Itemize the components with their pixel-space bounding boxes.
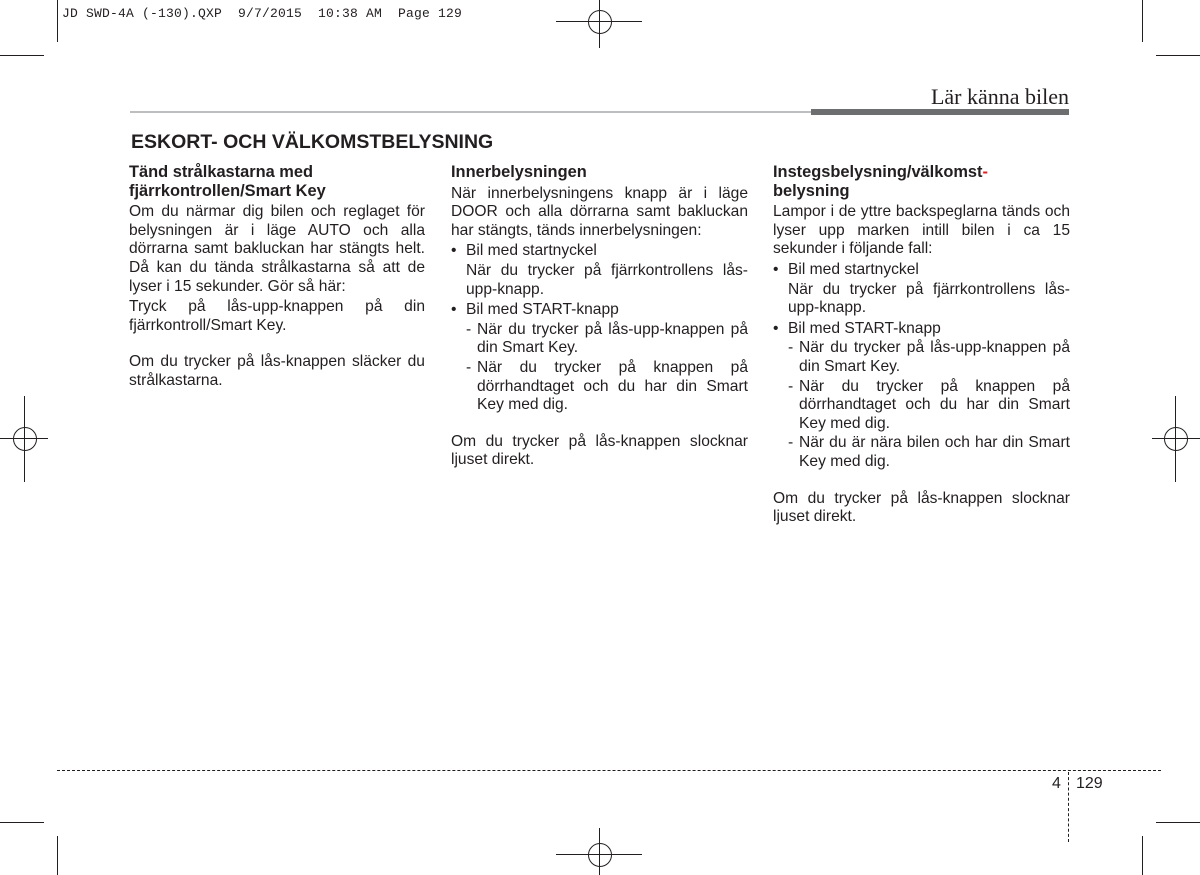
paragraph: Tryck på lås-upp-knappen på din fjärrkontroll/Smart Key. — [129, 298, 425, 334]
print-header: JD SWD-4A (-130).QXP 9/7/2015 10:38 AM Page 129 — [62, 6, 463, 21]
list-item: • Bil med startnyckel — [773, 260, 919, 278]
list-item-text: När du trycker på fjärrkontrollens lås-upp-knapp. — [466, 261, 748, 298]
sub-list-item: - När du trycker på lås-upp-knappen på din Smart Key. — [466, 320, 748, 357]
list-item: • Bil med START-knapp — [451, 301, 619, 319]
column-heading: Instegsbelysning/välkomst- belysning — [773, 163, 988, 200]
paragraph: Om du närmar dig bilen och reglaget för belysningen är i läge AUTO och alla dörrarna samt bakluckan har stängts helt. Då kan du tända strålkastarna så att de lyser i 15 sekunder. Gör så här: — [129, 203, 425, 295]
paragraph: Lampor i de yttre backspeglarna tänds och lyser upp marken intill bilen i ca 15 sekunder i följande fall: — [773, 203, 1070, 258]
section-title: ESKORT- OCH VÄLKOMSTBELYSNING — [131, 131, 494, 153]
paragraph: Om du trycker på lås-knappen släcker du strålkastarna. — [129, 353, 425, 389]
sub-list-item: - När du trycker på knappen på dörrhandtaget och du har din Smart Key med dig. — [788, 377, 1070, 432]
paragraph: Om du trycker på lås-knappen slocknar ljuset direkt. — [773, 489, 1070, 526]
paragraph: När innerbelysningens knapp är i läge DOOR och alla dörrarna samt bakluckan har stängts, tänds innerbelysningen: — [451, 184, 748, 239]
list-item: • Bil med START-knapp — [773, 319, 941, 337]
sub-list-item: - När du trycker på knappen på dörrhandtaget och du har din Smart Key med dig. — [466, 358, 748, 414]
bullet-icon: • — [451, 301, 457, 319]
bullet-icon: • — [773, 319, 779, 337]
footer-page-number: 129 — [1076, 775, 1103, 792]
footer-divider — [57, 770, 1161, 771]
column-heading: Tänd strålkastarna med fjärrkontrollen/Smart Key — [129, 163, 326, 200]
list-item-text: När du trycker på fjärrkontrollens lås-upp-knapp. — [788, 280, 1070, 317]
bullet-icon: • — [773, 260, 779, 278]
chapter-bar — [811, 109, 1069, 115]
list-item: • Bil med startnyckel — [451, 242, 597, 260]
column-interior-lights — [451, 163, 748, 472]
bullet-icon: • — [451, 242, 457, 260]
chapter-rule — [130, 111, 811, 113]
footer-chapter-number: 4 — [1052, 775, 1061, 792]
column-heading: Innerbelysningen — [451, 163, 587, 181]
sub-list-item: - När du trycker på lås-upp-knappen på din Smart Key. — [788, 339, 1070, 375]
column-headlights — [129, 163, 425, 393]
paragraph: Om du trycker på lås-knappen slocknar ljuset direkt. — [451, 432, 748, 469]
column-welcome-lights — [773, 163, 1070, 529]
footer-vertical-divider — [1068, 772, 1069, 842]
sub-list-item: - När du är nära bilen och har din Smart Key med dig. — [788, 434, 1070, 470]
chapter-title: Lär känna bilen — [930, 84, 1069, 109]
